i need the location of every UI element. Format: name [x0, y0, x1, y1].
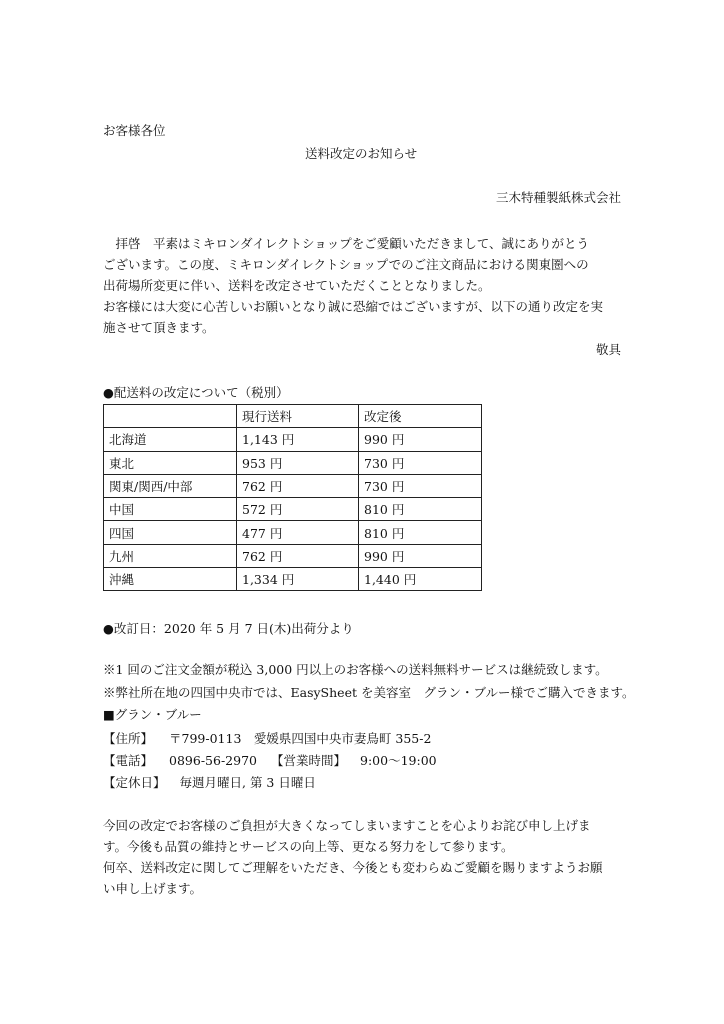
new-rate-cell: 810 円: [359, 521, 482, 544]
intro-line: 施させて頂きます。: [103, 320, 215, 335]
intro-line: 出荷場所変更に伴い、送料を改定させていただくこととなりました。: [103, 278, 491, 293]
company-name: 三木特種製紙株式会社: [495, 190, 621, 205]
revision-date: ●改訂日：2020 年 5 月 7 日(木)出荷分より: [103, 621, 354, 636]
keigu-closing: 敬具: [595, 342, 621, 357]
region-cell: 北海道: [104, 428, 237, 451]
table-caption: ●配送料の改定について（税別）: [103, 385, 289, 400]
region-cell: 四国: [104, 521, 237, 544]
closing-line: 何卒、送料改定に関してご理解をいただき、今後とも変わらぬご愛顧を賜りますようお願: [103, 860, 603, 875]
intro-line: ございます。この度、ミキロンダイレクトショップでのご注文商品における関東圏への: [103, 257, 589, 272]
current-rate-cell: 953 円: [237, 451, 359, 474]
shop-address: 〒799-0113 愛媛県四国中央市妻鳥町 355-2: [169, 731, 432, 746]
free-shipping-note: ※1 回のご注文金額が税込 3,000 円以上のお客様への送料無料サービスは継続致します。: [103, 662, 608, 677]
region-cell: 中国: [104, 498, 237, 521]
shop-name: ■グラン・ブルー: [103, 707, 202, 722]
region-cell: 沖縄: [104, 568, 237, 591]
phone-label: 【電話】: [103, 753, 154, 768]
table-row: [104, 568, 482, 591]
table-row: [104, 498, 482, 521]
closing-line: い申し上げます。: [103, 881, 203, 896]
table-header-cell: 改定後: [359, 405, 482, 428]
current-rate-cell: 1,143 円: [237, 428, 359, 451]
table-row: [104, 451, 482, 474]
current-rate-cell: 572 円: [237, 498, 359, 521]
intro-line: 拝啓 平素はミキロンダイレクトショップをご愛顧いただきまして、誠にありがとう: [103, 236, 590, 251]
table-row: [104, 521, 482, 544]
closing-line: す。今後も品質の維持とサービスの向上等、更なる努力をして参ります。: [103, 839, 514, 854]
new-rate-cell: 990 円: [359, 544, 482, 567]
closing-paragraph: [103, 815, 643, 899]
shop-holiday: 毎週月曜日, 第 3 日曜日: [179, 775, 316, 790]
table-row: [104, 428, 482, 451]
new-rate-cell: 810 円: [359, 498, 482, 521]
address-label: 【住所】: [103, 731, 154, 746]
current-rate-cell: 477 円: [237, 521, 359, 544]
document-title: 送料改定のお知らせ: [305, 146, 418, 161]
shop-phone: 0896-56-2970: [169, 753, 257, 768]
shop-address-line: [103, 733, 431, 746]
new-rate-cell: 990 円: [359, 428, 482, 451]
new-rate-cell: 730 円: [359, 451, 482, 474]
region-cell: 九州: [104, 544, 237, 567]
table-header-row: [104, 405, 482, 428]
local-purchase-note: ※弊社所在地の四国中央市では、EasySheet を美容室 グラン・ブルー様でご購入できます。: [103, 685, 635, 700]
region-cell: 関東/関西/中部: [104, 474, 237, 497]
holiday-label: 【定休日】: [103, 775, 166, 790]
shipping-rate-table: [103, 404, 482, 591]
current-rate-cell: 762 円: [237, 544, 359, 567]
closing-line: 今回の改定でお客様のご負担が大きくなってしまいますことを心よりお詫び申し上げま: [103, 818, 591, 833]
shop-holiday-line: [103, 777, 316, 790]
hours-label: 【営業時間】: [271, 753, 347, 768]
shop-contact-line: [103, 755, 437, 768]
intro-paragraph: [103, 233, 628, 338]
table-header-cell: 現行送料: [237, 405, 359, 428]
shop-hours: 9:00～19:00: [360, 753, 437, 768]
table-row: [104, 544, 482, 567]
new-rate-cell: 730 円: [359, 474, 482, 497]
new-rate-cell: 1,440 円: [359, 568, 482, 591]
current-rate-cell: 1,334 円: [237, 568, 359, 591]
table-header-cell: [104, 405, 237, 428]
intro-line: お客様には大変に心苦しいお願いとなり誠に恐縮ではございますが、以下の通り改定を実: [103, 299, 604, 314]
current-rate-cell: 762 円: [237, 474, 359, 497]
table-row: [104, 474, 482, 497]
region-cell: 東北: [104, 451, 237, 474]
salutation: お客様各位: [103, 123, 166, 138]
